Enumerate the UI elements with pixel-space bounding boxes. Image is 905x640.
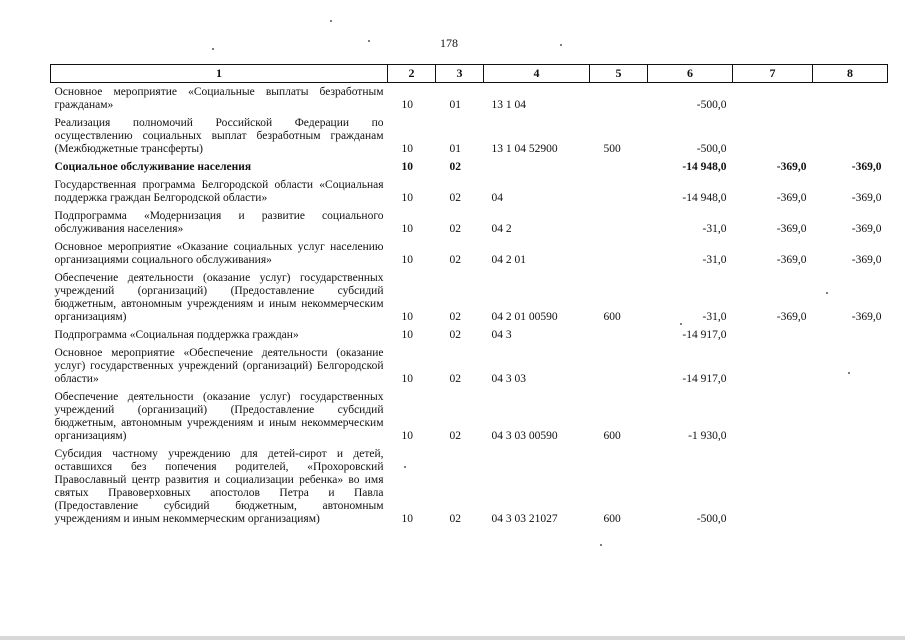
cell-section: 10 xyxy=(401,143,413,155)
cell-amount-col8: -369,0 xyxy=(851,311,882,323)
scan-bottom-edge xyxy=(0,636,905,640)
budget-sheet xyxy=(50,64,887,528)
cell-target-article: 04 3 03 00590 xyxy=(491,430,558,442)
scan-speck xyxy=(680,323,682,325)
cell-amount-col8 xyxy=(813,326,888,344)
cell-name: Подпрограмма «Социальная поддержка граждан» xyxy=(54,329,299,341)
cell-expense-type xyxy=(590,207,648,238)
cell-amount-col6: -14 917,0 xyxy=(682,329,727,341)
page-number: 178 xyxy=(440,36,458,50)
cell-target-article: 04 2 01 00590 xyxy=(491,311,558,323)
cell-section: 10 xyxy=(401,192,413,204)
cell-subsection: 02 xyxy=(449,513,461,525)
cell-amount-col8 xyxy=(813,83,888,115)
cell-expense-type xyxy=(590,326,648,344)
scan-speck xyxy=(560,44,562,46)
cell-amount-col6: -14 948,0 xyxy=(682,161,727,173)
scan-speck xyxy=(404,466,406,468)
cell-amount-col6: -500,0 xyxy=(696,99,727,111)
cell-amount-col8: -369,0 xyxy=(851,223,882,235)
cell-target-article: 04 xyxy=(491,192,503,204)
table-body xyxy=(51,83,888,529)
cell-subsection: 02 xyxy=(449,373,461,385)
cell-target-article: 13 1 04 52900 xyxy=(491,143,558,155)
cell-target-article: 04 2 01 xyxy=(491,254,526,266)
cell-target-article: 04 3 03 xyxy=(491,373,526,385)
cell-name: Субсидия частному учреждению для детей-сирот и детей, оставшихся без попечения родителей, «Прохоровский Православный центр развития и социализации ребенка» во имя святых Правоверховных апостолов Петра и Павла (Предоставление субсидий бюджетным, автономным учреждениям и иным некоммерческим организациям) xyxy=(54,448,384,525)
cell-amount-col6: -31,0 xyxy=(702,223,727,235)
column-header: 8 xyxy=(813,65,888,83)
column-header: 6 xyxy=(648,65,733,83)
scan-speck xyxy=(330,20,332,22)
scan-speck xyxy=(826,292,828,294)
table-row xyxy=(51,388,888,445)
cell-target-article: 04 3 03 21027 xyxy=(491,513,558,525)
cell-name: Основное мероприятие «Оказание социальных услуг населению организациями социального обслуживания» xyxy=(54,241,384,266)
column-header: 3 xyxy=(436,65,484,83)
table-row xyxy=(51,445,888,528)
cell-amount-col8: -369,0 xyxy=(851,254,882,266)
column-header: 5 xyxy=(590,65,648,83)
cell-subsection: 02 xyxy=(449,223,461,235)
cell-amount-col8: -369,0 xyxy=(851,161,882,173)
column-header: 7 xyxy=(733,65,813,83)
cell-expense-type xyxy=(590,158,648,176)
cell-section: 10 xyxy=(401,430,413,442)
cell-amount-col8 xyxy=(813,445,888,528)
scan-speck xyxy=(212,48,214,50)
cell-amount-col6: -31,0 xyxy=(702,254,727,266)
table-row xyxy=(51,207,888,238)
column-header: 2 xyxy=(388,65,436,83)
column-header: 4 xyxy=(484,65,590,83)
cell-name: Обеспечение деятельности (оказание услуг) государственных учреждений (организаций) (Предоставление субсидий бюджетным, автономным учреждениям и иным некоммерческим организациям) xyxy=(54,391,384,442)
cell-amount-col8 xyxy=(813,344,888,388)
cell-subsection: 02 xyxy=(449,161,461,173)
cell-name: Обеспечение деятельности (оказание услуг) государственных учреждений (организаций) (Предоставление субсидий бюджетным, автономным учреждениям и иным некоммерческим организациям) xyxy=(54,272,384,323)
cell-amount-col7 xyxy=(733,445,813,528)
cell-amount-col7 xyxy=(733,344,813,388)
cell-expense-type: 500 xyxy=(603,143,621,155)
table-row xyxy=(51,344,888,388)
table-header-row xyxy=(51,65,888,83)
cell-expense-type: 600 xyxy=(603,430,621,442)
cell-subsection: 02 xyxy=(449,430,461,442)
cell-amount-col6: -14 917,0 xyxy=(682,373,727,385)
cell-name: Основное мероприятие «Социальные выплаты безработным гражданам» xyxy=(54,86,384,111)
cell-amount-col7: -369,0 xyxy=(776,254,807,266)
cell-name: Социальное обслуживание населения xyxy=(54,161,252,173)
scan-speck xyxy=(600,544,602,546)
table-row xyxy=(51,83,888,115)
cell-section: 10 xyxy=(401,223,413,235)
column-header: 1 xyxy=(51,65,388,83)
scan-speck xyxy=(368,40,370,42)
cell-subsection: 02 xyxy=(449,311,461,323)
cell-expense-type: 600 xyxy=(603,311,621,323)
cell-amount-col6: -31,0 xyxy=(702,311,727,323)
cell-target-article: 04 2 xyxy=(491,223,512,235)
cell-section: 10 xyxy=(401,329,413,341)
scan-speck xyxy=(848,372,850,374)
cell-amount-col7 xyxy=(733,388,813,445)
cell-amount-col8: -369,0 xyxy=(851,192,882,204)
table-row xyxy=(51,158,888,176)
cell-name: Подпрограмма «Модернизация и развитие социального обслуживания населения» xyxy=(54,210,384,235)
cell-amount-col6: -1 930,0 xyxy=(688,430,727,442)
cell-section: 10 xyxy=(401,99,413,111)
table-row xyxy=(51,238,888,269)
cell-amount-col6: -500,0 xyxy=(696,143,727,155)
cell-expense-type xyxy=(590,83,648,115)
cell-amount-col7 xyxy=(733,114,813,158)
cell-subsection: 01 xyxy=(449,99,461,111)
cell-expense-type xyxy=(590,344,648,388)
cell-expense-type xyxy=(590,238,648,269)
cell-amount-col6: -14 948,0 xyxy=(682,192,727,204)
cell-section: 10 xyxy=(401,311,413,323)
budget-table xyxy=(50,64,888,528)
cell-amount-col6: -500,0 xyxy=(696,513,727,525)
cell-section: 10 xyxy=(401,254,413,266)
cell-target-article: 13 1 04 xyxy=(491,99,526,111)
cell-amount-col8 xyxy=(813,388,888,445)
cell-amount-col7: -369,0 xyxy=(776,192,807,204)
cell-amount-col7 xyxy=(733,326,813,344)
cell-amount-col7: -369,0 xyxy=(776,223,807,235)
cell-section: 10 xyxy=(401,373,413,385)
cell-subsection: 01 xyxy=(449,143,461,155)
cell-section: 10 xyxy=(401,513,413,525)
cell-amount-col7: -369,0 xyxy=(776,311,807,323)
cell-subsection: 02 xyxy=(449,192,461,204)
table-row xyxy=(51,176,888,207)
cell-amount-col7 xyxy=(733,83,813,115)
cell-name: Государственная программа Белгородской области «Социальная поддержка граждан Белгородской области» xyxy=(54,179,384,204)
cell-section: 10 xyxy=(401,161,413,173)
cell-name: Основное мероприятие «Обеспечение деятельности (оказание услуг) государственных учреждений (организаций) Белгородской области» xyxy=(54,347,384,385)
cell-amount-col7: -369,0 xyxy=(776,161,807,173)
cell-subsection: 02 xyxy=(449,254,461,266)
table-row xyxy=(51,269,888,326)
table-row xyxy=(51,114,888,158)
cell-name: Реализация полномочий Российской Федерации по осуществлению социальных выплат безработным гражданам (Межбюджетные трансферты) xyxy=(54,117,384,155)
cell-amount-col8 xyxy=(813,114,888,158)
cell-target-article: 04 3 xyxy=(491,329,512,341)
table-row xyxy=(51,326,888,344)
cell-subsection: 02 xyxy=(449,329,461,341)
cell-target-article xyxy=(484,158,590,176)
cell-expense-type: 600 xyxy=(603,513,621,525)
cell-expense-type xyxy=(590,176,648,207)
